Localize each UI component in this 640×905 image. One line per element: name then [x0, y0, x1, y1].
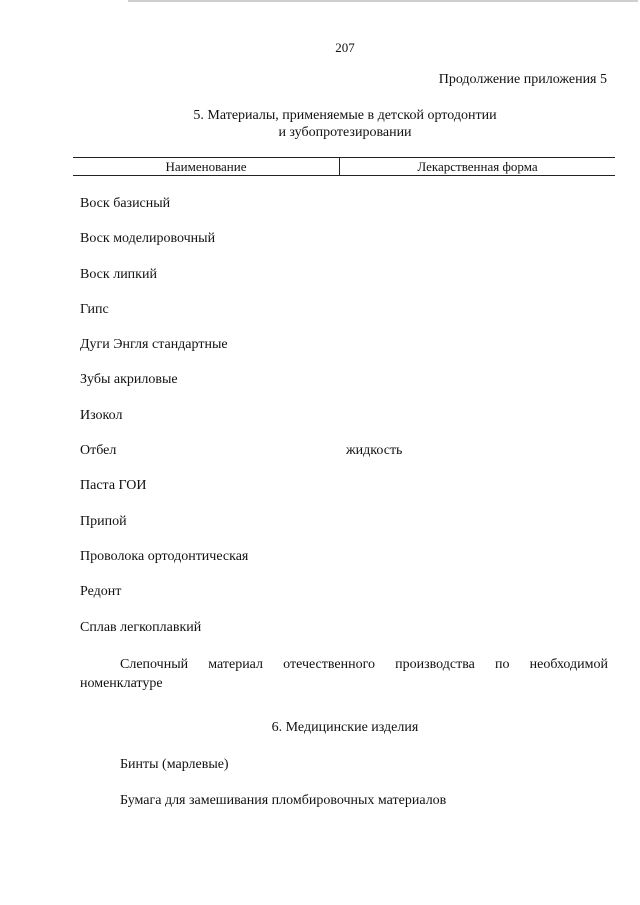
table-row [80, 372, 620, 407]
table-row [80, 443, 620, 478]
table-row [80, 408, 620, 443]
medical-devices-list [120, 757, 620, 828]
table-row [80, 196, 620, 231]
page-number: 207 [335, 40, 355, 55]
material-name: Зубы акриловые [80, 372, 178, 388]
table-header-bottom-rule [73, 175, 615, 176]
table-row [80, 549, 620, 584]
scan-edge-line [128, 0, 638, 2]
material-name: Проволока ортодонтическая [80, 548, 249, 564]
material-name: Припой [80, 513, 127, 529]
table-row [80, 514, 620, 549]
list-item: Бинты (марлевые) [120, 757, 229, 772]
material-name: Изокол [80, 407, 123, 423]
material-name: Паста ГОИ [80, 478, 147, 494]
material-name: Сплав легкоплавкий [80, 619, 202, 635]
section-6-title: 6. Медицинские изделия [271, 720, 419, 735]
materials-table-body [80, 196, 620, 655]
table-row [80, 267, 620, 302]
column-header-dosage-form: Лекарственная форма [417, 159, 538, 174]
material-name: Гипс [80, 301, 109, 317]
section-5-title-line-1: 5. Материалы, применяемые в детской ортодонтии [193, 108, 497, 123]
material-name: Воск моделировочный [80, 231, 216, 247]
table-row [80, 337, 620, 372]
table-row [80, 478, 620, 513]
dosage-form: жидкость [346, 443, 403, 459]
table-row [80, 302, 620, 337]
impression-material-note: Слепочный материал отечественного производства по необходимой номенклатуре [80, 657, 608, 691]
section-5-title [0, 107, 640, 141]
table-header-top-rule [73, 157, 615, 158]
table-row [80, 620, 620, 655]
list-item: Бумага для замешивания пломбировочных материалов [120, 792, 447, 808]
table-row [80, 584, 620, 619]
material-name: Воск базисный [80, 196, 171, 211]
column-header-name: Наименование [165, 159, 247, 174]
appendix-continuation-label: Продолжение приложения 5 [438, 72, 607, 87]
materials-table-header [73, 155, 615, 177]
material-name: Отбел [80, 443, 117, 459]
material-name: Дуги Энгля стандартные [80, 337, 228, 353]
material-name: Редонт [80, 584, 122, 600]
section-5-title-line-2: и зубопротезировании [278, 125, 412, 140]
material-name: Воск липкий [80, 266, 157, 282]
table-row [80, 231, 620, 266]
